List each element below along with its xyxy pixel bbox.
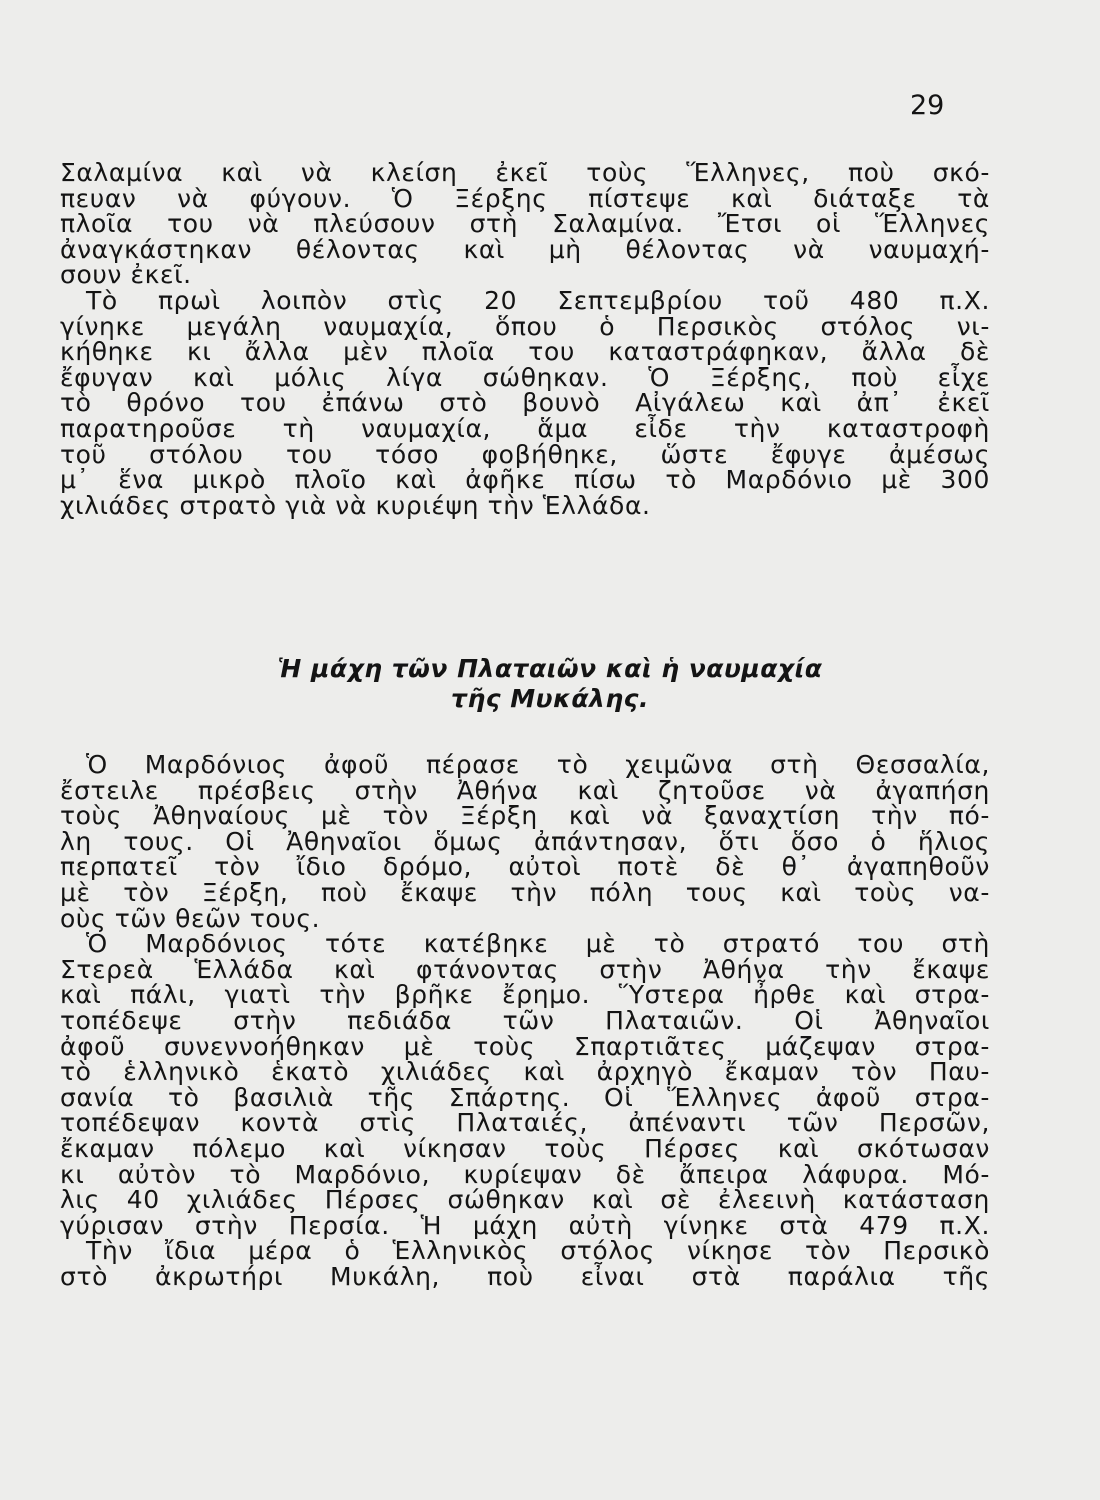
paragraph-plataea [60, 752, 990, 1289]
text-line: τοπέδεψαν κοντὰ στὶς Πλαταιές, ἀπέναντι τῶν Περσῶν, [60, 1108, 990, 1138]
text-line: τὸ θρόνο του ἐπάνω στὸ βουνὸ Αἰγάλεω καὶ ἀπ᾽ ἐκεῖ [60, 388, 990, 418]
text-line: γίνηκε μεγάλη ναυμαχία, ὅπου ὁ Περσικὸς στόλος νι- [60, 311, 990, 341]
section-heading [0, 654, 1100, 714]
text-line: οὺς τῶν θεῶν τους. [60, 903, 321, 933]
heading-line: Ἡ μάχη τῶν Πλαταιῶν καὶ ἡ ναυμαχία [277, 654, 823, 683]
paragraph-salamis [60, 160, 990, 518]
text-line: Σαλαμίνα καὶ νὰ κλείση ἐκεῖ τοὺς Ἕλληνες, ποὺ σκό- [60, 158, 990, 187]
text-line: σουν ἐκεῖ. [60, 260, 192, 290]
text-line: τοὺς Ἀθηναίους μὲ τὸν Ξέρξη καὶ νὰ ξαναχτίση τὴν πό- [60, 801, 990, 831]
text-line: Τὸ πρωὶ λοιπὸν στὶς 20 Σεπτεμβρίου τοῦ 480 π.Χ. [86, 285, 990, 315]
text-line: μὲ τὸν Ξέρξη, ποὺ ἔκαψε τὴν πόλη τους καὶ τοὺς να- [60, 877, 990, 907]
text-line: ἔφυγαν καὶ μόλις λίγα σώθηκαν. Ὁ Ξέρξης, ποὺ εἶχε [60, 362, 990, 392]
heading-line: τῆς Μυκάλης. [451, 684, 649, 713]
text-line: Ὁ Μαρδόνιος ἀφοῦ πέρασε τὸ χειμῶνα στὴ Θεσσαλία, [86, 750, 990, 779]
text-line: κι αὐτὸν τὸ Μαρδόνιο, κυρίεψαν δὲ ἄπειρα λάφυρα. Μό- [60, 1159, 990, 1189]
text-line: Τὴν ἴδια μέρα ὁ Ἑλληνικὸς στόλος νίκησε τὸν Περσικὸ [86, 1236, 990, 1266]
text-line: λις 40 χιλιάδες Πέρσες σώθηκαν καὶ σὲ ἐλεεινὴ κατάσταση [60, 1185, 990, 1215]
text-line: ἀναγκάστηκαν θέλοντας καὶ μὴ θέλοντας νὰ ναυμαχή- [60, 234, 990, 264]
text-line: γύρισαν στὴν Περσία. Ἡ μάχη αὐτὴ γίνηκε στὰ 479 π.Χ. [60, 1210, 990, 1240]
text-line: περπατεῖ τὸν ἴδιο δρόμο, αὐτοὶ ποτὲ δὲ θ᾽ ἀγαπηθοῦν [60, 852, 990, 882]
text-line: σανία τὸ βασιλιὰ τῆς Σπάρτης. Οἱ Ἕλληνες ἀφοῦ στρα- [60, 1082, 990, 1112]
text-line: καὶ πάλι, γιατὶ τὴν βρῆκε ἔρημο. Ὕστερα ἦρθε καὶ στρα- [60, 980, 990, 1010]
text-line: ἔκαμαν πόλεμο καὶ νίκησαν τοὺς Πέρσες καὶ σκότωσαν [60, 1133, 990, 1163]
text-line: τὸ ἑλληνικὸ ἑκατὸ χιλιάδες καὶ ἀρχηγὸ ἔκαμαν τὸν Παυ- [60, 1057, 990, 1087]
text-line: μ᾽ ἕνα μικρὸ πλοῖο καὶ ἀφῆκε πίσω τὸ Μαρδόνιο μὲ 300 [60, 465, 990, 495]
text-line: στὸ ἀκρωτήρι Μυκάλη, ποὺ εἶναι στὰ παράλια τῆς [60, 1261, 990, 1291]
text-line: λη τους. Οἱ Ἀθηναῖοι ὅμως ἀπάντησαν, ὅτι ὅσο ὁ ἥλιος [60, 826, 990, 856]
text-line: Ὁ Μαρδόνιος τότε κατέβηκε μὲ τὸ στρατό του στὴ [86, 929, 990, 959]
text-line: Στερεὰ Ἑλλάδα καὶ φτάνοντας στὴν Ἀθήνα τὴν ἔκαψε [60, 954, 990, 984]
text-line: πευαν νὰ φύγουν. Ὁ Ξέρξης πίστεψε καὶ διάταξε τὰ [60, 183, 990, 213]
page-number: 29 [910, 90, 945, 121]
text-line: πλοῖα του νὰ πλεύσουν στὴ Σαλαμίνα. Ἔτσι οἱ Ἕλληνες [60, 209, 990, 239]
text-line: χιλιάδες στρατὸ γιὰ νὰ κυριέψη τὴν Ἑλλάδα. [60, 490, 651, 520]
text-line: τοπέδεψε στὴν πεδιάδα τῶν Πλαταιῶν. Οἱ Ἀθηναῖοι [60, 1005, 990, 1035]
text-line: ἀφοῦ συνεννοήθηκαν μὲ τοὺς Σπαρτιᾶτες μάζεψαν στρα- [60, 1031, 990, 1061]
text-line: παρατηροῦσε τὴ ναυμαχία, ἅμα εἶδε τὴν καταστροφὴ [60, 413, 990, 443]
text-line: τοῦ στόλου του τόσο φοβήθηκε, ὥστε ἔφυγε ἀμέσως [60, 439, 990, 469]
text-line: ἔστειλε πρέσβεις στὴν Ἀθήνα καὶ ζητοῦσε νὰ ἀγαπήση [60, 775, 990, 805]
text-line: κήθηκε κι ἄλλα μὲν πλοῖα του καταστράφηκαν, ἄλλα δὲ [60, 337, 990, 367]
